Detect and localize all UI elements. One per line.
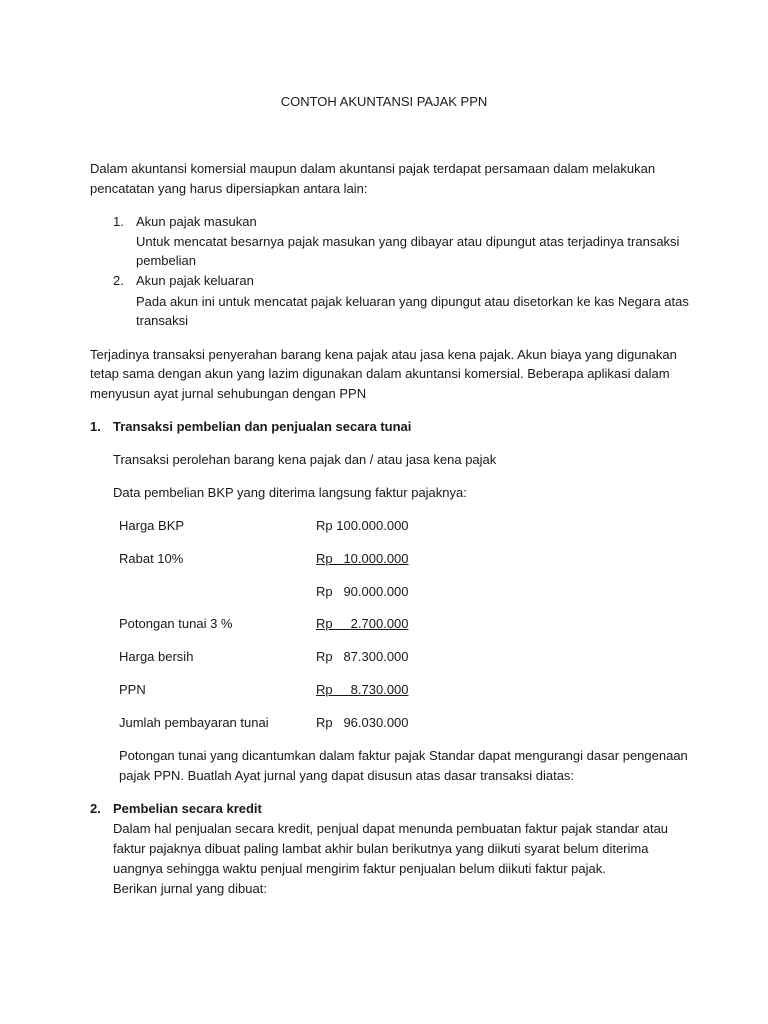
- row-value: Rp 87.300.000: [316, 649, 409, 664]
- row-value: Rp 100.000.000: [316, 518, 409, 533]
- row-label: Potongan tunai 3 %: [119, 616, 233, 631]
- row-label: Harga BKP: [119, 518, 185, 533]
- row-value: Rp 8.730.000: [316, 682, 409, 697]
- paragraph-line: menyusun ayat jurnal sehubungan dengan PPN: [90, 386, 367, 401]
- list-item-number: 1.: [113, 214, 124, 229]
- row-label: Jumlah pembayaran tunai: [119, 715, 269, 730]
- section-text: uangnya sehingga waktu penjual mengirim faktur penjualan belum diikuti faktur pajak.: [113, 861, 606, 876]
- section-number: 1.: [90, 419, 101, 434]
- paragraph-line: Terjadinya transaksi penyerahan barang kena pajak atau jasa kena pajak. Akun biaya yang digunakan: [90, 347, 677, 362]
- list-item-text: Untuk mencatat besarnya pajak masukan yang dibayar atau dipungut atas terjadinya transaksi: [136, 234, 680, 249]
- row-value: Rp 96.030.000: [316, 715, 409, 730]
- section-heading: Pembelian secara kredit: [113, 801, 262, 816]
- section-number: 2.: [90, 801, 101, 816]
- page-title: CONTOH AKUNTANSI PAJAK PPN: [280, 94, 488, 109]
- row-label: PPN: [119, 682, 146, 697]
- intro-line-2: pencatatan yang harus dipersiapkan antara lain:: [90, 181, 368, 196]
- row-label: Rabat 10%: [119, 551, 184, 566]
- list-item-heading: Akun pajak keluaran: [136, 273, 254, 288]
- row-label: Harga bersih: [119, 649, 194, 664]
- paragraph-line: tetap sama dengan akun yang lazim digunakan dalam akuntansi komersial. Beberapa aplikasi dalam: [90, 366, 670, 381]
- section-heading: Transaksi pembelian dan penjualan secara tunai: [113, 419, 412, 434]
- note-line: pajak PPN. Buatlah Ayat jurnal yang dapat disusun atas dasar transaksi diatas:: [119, 768, 575, 783]
- list-item-number: 2.: [113, 273, 124, 288]
- row-value: Rp 10.000.000: [316, 551, 409, 566]
- section-text: faktur pajaknya dibuat paling lambat akhir bulan berikutnya yang diikuti syarat belum diterima: [113, 841, 649, 856]
- section-text: Berikan jurnal yang dibuat:: [113, 881, 267, 896]
- list-item-text: Pada akun ini untuk mencatat pajak keluaran yang dipungut atau disetorkan ke kas Negara atas: [136, 294, 689, 309]
- list-item-heading: Akun pajak masukan: [136, 214, 257, 229]
- row-value: Rp 2.700.000: [316, 616, 409, 631]
- note-line: Potongan tunai yang dicantumkan dalam faktur pajak Standar dapat mengurangi dasar pengenaan: [119, 748, 688, 763]
- section-text: Transaksi perolehan barang kena pajak dan / atau jasa kena pajak: [113, 452, 497, 467]
- list-item-text: pembelian: [136, 253, 196, 268]
- intro-line-1: Dalam akuntansi komersial maupun dalam akuntansi pajak terdapat persamaan dalam melakukan: [90, 161, 656, 176]
- list-item-text: transaksi: [136, 313, 189, 328]
- section-text: Data pembelian BKP yang diterima langsung faktur pajaknya:: [113, 485, 467, 500]
- section-text: Dalam hal penjualan secara kredit, penjual dapat menunda pembuatan faktur pajak standar atau: [113, 821, 669, 836]
- row-value: Rp 90.000.000: [316, 584, 409, 599]
